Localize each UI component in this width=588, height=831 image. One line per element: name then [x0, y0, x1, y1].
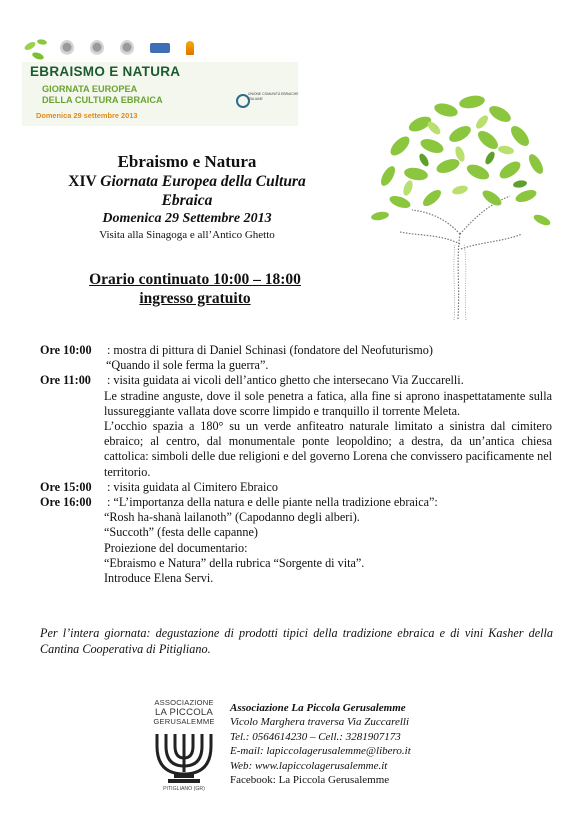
- event-subtitle-line3-text: Ebraica: [161, 192, 213, 209]
- schedule-text: Introduce Elena Servi.: [104, 571, 214, 586]
- banner-org: UNIONE COMUNITÀ EBRAICHE ITALIANE: [248, 92, 299, 101]
- association-email[interactable]: E-mail: lapiccolagerusalemme@libero.it: [230, 745, 411, 758]
- logo-text-line2: LA PICCOLA: [155, 707, 213, 718]
- ministry-seal-icon: [120, 40, 134, 56]
- schedule-text: “Ebraismo e Natura” della rubrica “Sorgente di vita”.: [104, 555, 365, 570]
- schedule-item: [40, 495, 552, 586]
- logo-text-line1: ASSOCIAZIONE: [154, 698, 214, 707]
- schedule-time: Ore 11:00: [40, 373, 91, 388]
- event-subtitle-line3: [60, 191, 314, 210]
- schedule-time: Ore 16:00: [40, 495, 92, 510]
- ministry-seal-icon: [90, 40, 104, 56]
- flame-logo-icon: [186, 41, 194, 55]
- schedule-text: “Quando il sole ferma la guerra”.: [106, 358, 269, 373]
- sponsor-logo-icon: [150, 43, 170, 53]
- schedule-text: Proiezione del documentario:: [104, 540, 248, 555]
- opening-hours: [60, 270, 330, 308]
- event-visit: Visita alla Sinagoga e all’Antico Ghetto: [99, 229, 275, 241]
- banner-subtitle: [42, 84, 212, 106]
- institution-logos: [60, 38, 194, 58]
- schedule-paragraph: L’occhio spazia a 180° su un verde anfiteatro naturale limitato a sinistra dal cimitero ebraico; al centro, dal monumentale ponte leopoldino; a destra, da un’antica chiesa cattolica: simboli delle due religioni e del governo Lorena che convissero pacificamente nel territorio.: [104, 419, 552, 479]
- event-subtitle: [60, 172, 314, 191]
- banner-title: EBRAISMO E NATURA: [30, 64, 181, 79]
- schedule-text: : visita guidata ai vicoli dell’antico ghetto che intersecano Via Zuccarelli.: [107, 373, 464, 388]
- schedule-paragraph: Le stradine anguste, dove il sole penetra a fatica, alla fine si aprono inaspettatamente sulla lussureggiante vallata dove scorre limpido e tranquillo il torrente Meleta.: [104, 388, 552, 418]
- tree-illustration-icon: [360, 84, 560, 324]
- schedule-text: “Succoth” (festa delle capanne): [104, 525, 258, 540]
- schedule-text: : mostra di pittura di Daniel Schinasi (fondatore del Neofuturismo): [107, 343, 433, 357]
- event-date: Domenica 29 Settembre 2013: [102, 211, 272, 226]
- republic-seal-icon: [60, 40, 74, 56]
- logo-text-city: PITIGLIANO (GR): [163, 786, 205, 792]
- contact-block: [230, 701, 470, 787]
- association-address: Vicolo Marghera traversa Via Zuccarelli: [230, 716, 410, 729]
- association-phone: Tel.: 0564614230 – Cell.: 3281907173: [230, 730, 401, 743]
- menorah-icon: [152, 728, 216, 784]
- schedule-item: [40, 343, 552, 373]
- banner-subtitle-line2: DELLA CULTURA EBRAICA: [42, 95, 163, 105]
- schedule-time: Ore 15:00: [40, 479, 92, 494]
- event-title: Ebraismo e Natura: [117, 152, 257, 171]
- opening-hours-time: Orario continuato 10:00 – 18:00: [89, 271, 301, 288]
- schedule-text: : visita guidata al Cimitero Ebraico: [107, 479, 278, 494]
- banner-date: Domenica 29 settembre 2013: [36, 111, 138, 120]
- event-title-block: [60, 152, 314, 242]
- banner-subtitle-line1: GIORNATA EUROPEA: [42, 84, 138, 94]
- schedule-text: “Rosh ha-shanà lailanoth” (Capodanno degli alberi).: [104, 510, 360, 525]
- schedule-time: Ore 10:00: [40, 343, 92, 357]
- association-logo: [150, 698, 218, 796]
- association-web[interactable]: Web: www.lapiccolagerusalemme.it: [230, 759, 388, 772]
- event-banner: [22, 36, 298, 126]
- association-facebook: Facebook: La Piccola Gerusalemme: [230, 774, 390, 787]
- event-schedule: [40, 343, 552, 586]
- event-subtitle-italic: Giornata Europea della Cultura: [100, 173, 306, 190]
- logo-text-line3: GERUSALEMME: [153, 717, 215, 726]
- tasting-note: Per l’intera giornata: degustazione di prodotti tipici della tradizione ebraica e di vini Kasher della Cantina Cooperativa di Pitigliano.: [40, 626, 553, 656]
- schedule-item: [40, 373, 552, 479]
- association-name: Associazione La Piccola Gerusalemme: [230, 702, 406, 714]
- edition-number: XIV: [68, 173, 101, 190]
- schedule-text: : “L’importanza della natura e delle piante nella tradizione ebraica”:: [107, 495, 438, 510]
- free-entry: ingresso gratuito: [139, 290, 251, 307]
- schedule-item: [40, 480, 552, 495]
